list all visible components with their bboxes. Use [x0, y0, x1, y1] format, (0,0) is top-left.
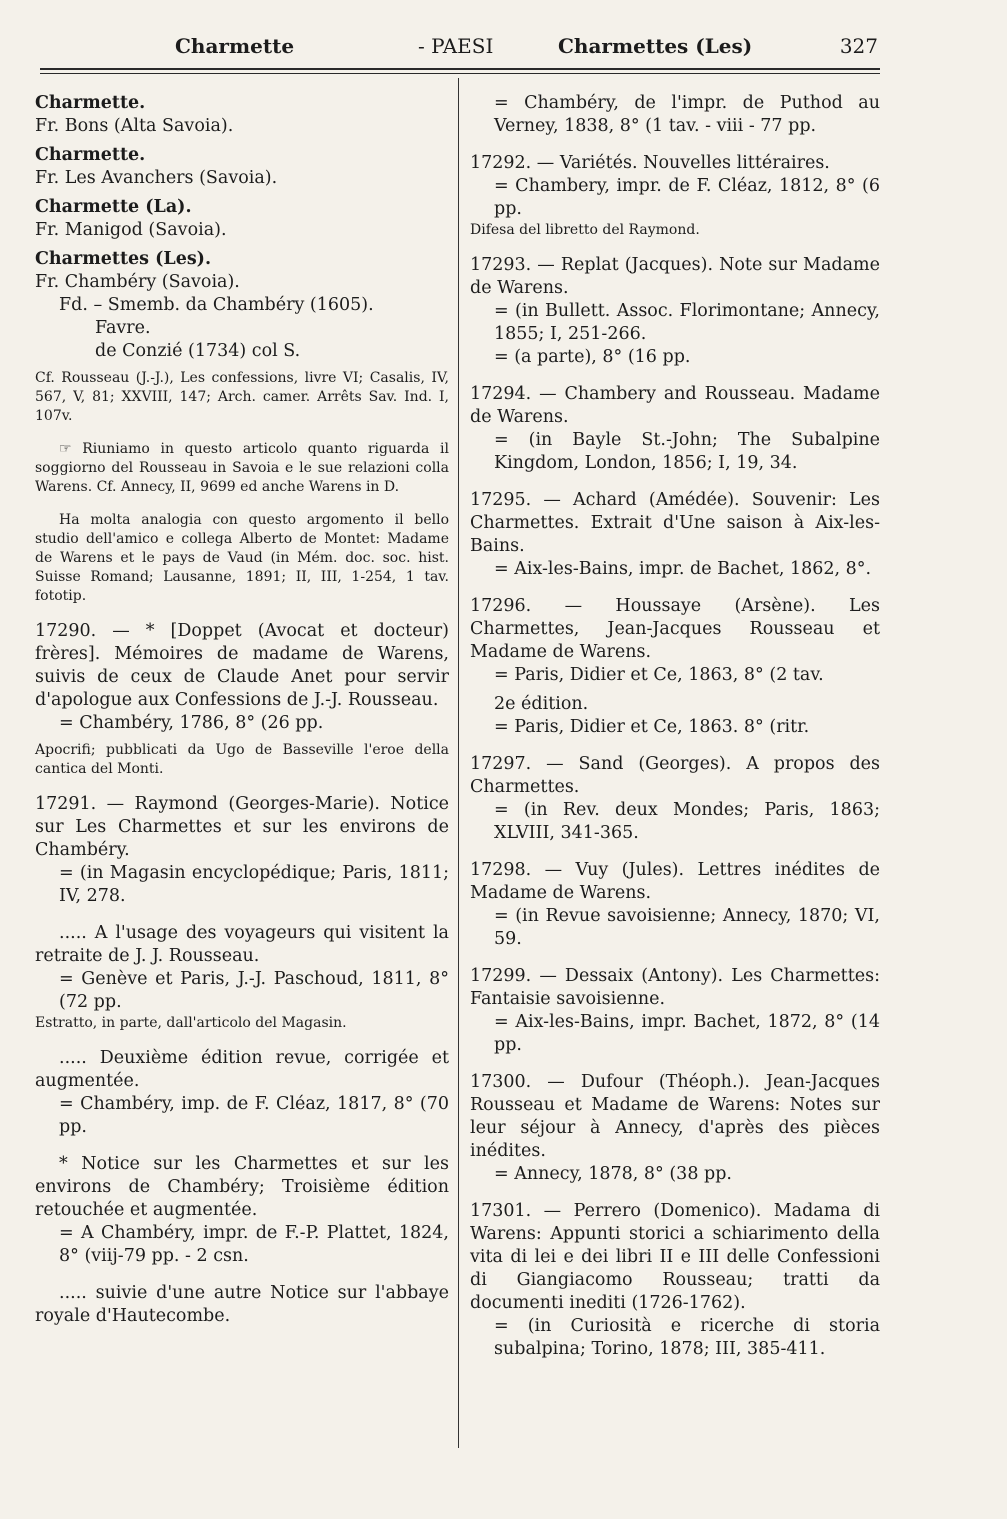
imprint: = (in Curiosità e ricerche di storia subalpina; Torino, 1878; III, 385-411.: [494, 1316, 880, 1359]
imprint: = Aix-les-Bains, impr. Bachet, 1872, 8° (14 pp.: [494, 1012, 880, 1055]
imprint: = Genève et Paris, J.-J. Paschoud, 1811, 8° (72 pp.: [59, 969, 449, 1012]
edition-entry: ..... Deuxième édition revue, corrigée et augmentée.: [35, 1048, 449, 1091]
entry-17300: 17300. — Dufour (Théoph.). Jean-Jacques Rousseau et Madame de Warens: Notes sur leur séjour à Annecy, d'après des pièces inédites.: [470, 1072, 880, 1161]
cf-note: Cf. Rousseau (J.-J.), Les confessions, livre VI; Casalis, IV, 567, V, 81; XXVIII, 147; Arch. camer. Arrêts Sav. Ind. I, 107v.: [35, 370, 449, 424]
heading-charmette-la: Charmette (La).: [35, 197, 192, 217]
column-divider: [458, 78, 459, 1448]
imprint: = Aix-les-Bains, impr. de Bachet, 1862, 8°.: [494, 559, 872, 579]
entry-17296: 17296. — Houssaye (Arsène). Les Charmettes, Jean-Jacques Rousseau et Madame de Warens.: [470, 596, 880, 662]
imprint: = (in Magasin encyclopédique; Paris, 1811; IV, 278.: [59, 863, 449, 906]
entry-17293: 17293. — Replat (Jacques). Note sur Madame de Warens.: [470, 255, 880, 298]
edition-label: 2e édition.: [494, 694, 589, 714]
edition-entry: ..... A l'usage des voyageurs qui visitent la retraite de J. J. Rousseau.: [35, 923, 449, 966]
running-head: [38, 30, 878, 66]
fd-line: Fd. – Smemb. da Chambéry (1605).: [59, 295, 374, 315]
note: Difesa del libretto del Raymond.: [470, 222, 700, 238]
entry-17294: 17294. — Chambery and Rousseau. Madame de Warens.: [470, 384, 880, 427]
imprint: = (in Bayle St.-John; The Subalpine Kingdom, London, 1856; I, 19, 34.: [494, 430, 880, 473]
imprint: = (in Revue savoisienne; Annecy, 1870; VI, 59.: [494, 906, 880, 949]
imprint: = A Chambéry, impr. de F.-P. Plattet, 1824, 8° (viij-79 pp. - 2 csn.: [59, 1223, 449, 1266]
imprint: = Paris, Didier et Ce, 1863. 8° (ritr.: [494, 717, 810, 737]
right-column: [470, 92, 880, 1361]
entry-17298: 17298. — Vuy (Jules). Lettres inédites de Madame de Warens.: [470, 860, 880, 903]
edition-entry: ..... suivie d'une autre Notice sur l'abbaye royale d'Hautecombe.: [35, 1283, 449, 1326]
riuniamo-note: ☞ Riuniamo in questo articolo quanto riguarda il soggiorno del Rousseau in Savoia e le sue relazioni colla Warens. Cf. Annecy, II, 9699 ed anche Warens in D.: [35, 441, 449, 495]
imprint-continued: = Chambéry, de l'impr. de Puthod au Verney, 1838, 8° (1 tav. - viii - 77 pp.: [494, 93, 880, 136]
fd-line: de Conzié (1734) col S.: [95, 341, 301, 361]
imprint: = Paris, Didier et Ce, 1863, 8° (2 tav.: [494, 665, 824, 685]
note: Estratto, in parte, dall'articolo del Magasin.: [35, 1015, 347, 1031]
imprint: = Annecy, 1878, 8° (38 pp.: [494, 1164, 732, 1184]
imprint: = Chambery, impr. de F. Cléaz, 1812, 8° (6 pp.: [494, 176, 880, 219]
entry-17290: 17290. — * [Doppet (Avocat et docteur) frères]. Mémoires de madame de Warens, suivis de ceux de Claude Anet pour servir d'apologue aux Confessions de J.-J. Rousseau.: [35, 621, 449, 710]
locality-line: Fr. Chambéry (Savoia).: [35, 272, 240, 292]
fd-line: Favre.: [95, 318, 151, 338]
header-left-keyword: Charmette: [175, 34, 295, 58]
note: Apocrifi; pubblicati da Ugo de Basseville l'eroe della cantica del Monti.: [35, 742, 449, 777]
header-rule-thin: [40, 73, 880, 74]
header-rule: [40, 68, 880, 70]
imprint: = Chambéry, 1786, 8° (26 pp.: [59, 713, 324, 733]
locality-line: Fr. Les Avanchers (Savoia).: [35, 168, 278, 188]
header-right-keyword: Charmettes (Les): [558, 34, 753, 58]
entry-17299: 17299. — Dessaix (Antony). Les Charmettes: Fantaisie savoisienne.: [470, 966, 880, 1009]
heading-charmette-2: Charmette.: [35, 145, 146, 165]
entry-17297: 17297. — Sand (Georges). A propos des Charmettes.: [470, 754, 880, 797]
page-number: 327: [839, 34, 878, 58]
locality-line: Fr. Manigod (Savoia).: [35, 220, 227, 240]
analogia-note: Ha molta analogia con questo argomento il bello studio dell'amico e collega Alberto de Montet: Madame de Warens et le pays de Vaud (in Mém. doc. soc. hist. Suisse Romand; Lausanne, 1891; II, III, 1-254, 1 tav. fototip.: [35, 512, 449, 604]
entry-17301: 17301. — Perrero (Domenico). Madama di Warens: Appunti storici a schiarimento della vita di lei e dei libri II e III delle Confessioni di Giangiacomo Rousseau; tratti da documenti inediti (1726-1762).: [470, 1201, 880, 1313]
header-section: - PAESI: [418, 34, 494, 58]
edition-entry: * Notice sur les Charmettes et sur les environs de Chambéry; Troisième édition retouchée et augmentée.: [35, 1154, 449, 1220]
heading-charmettes-les: Charmettes (Les).: [35, 249, 212, 269]
imprint: = Chambéry, imp. de F. Cléaz, 1817, 8° (70 pp.: [59, 1094, 449, 1137]
entry-17291: 17291. — Raymond (Georges-Marie). Notice sur Les Charmettes et sur les environs de Chambéry.: [35, 794, 449, 860]
entry-17292: 17292. — Variétés. Nouvelles littéraires.: [470, 153, 830, 173]
imprint: = (a parte), 8° (16 pp.: [494, 347, 691, 367]
locality-line: Fr. Bons (Alta Savoia).: [35, 116, 234, 136]
heading-charmette-1: Charmette.: [35, 93, 146, 113]
left-column: [35, 92, 449, 1328]
entry-17295: 17295. — Achard (Amédée). Souvenir: Les Charmettes. Extrait d'Une saison à Aix-les-Bains.: [470, 490, 880, 556]
imprint: = (in Rev. deux Mondes; Paris, 1863; XLVIII, 341-365.: [494, 800, 880, 843]
imprint: = (in Bullett. Assoc. Florimontane; Annecy, 1855; I, 251-266.: [494, 301, 880, 344]
